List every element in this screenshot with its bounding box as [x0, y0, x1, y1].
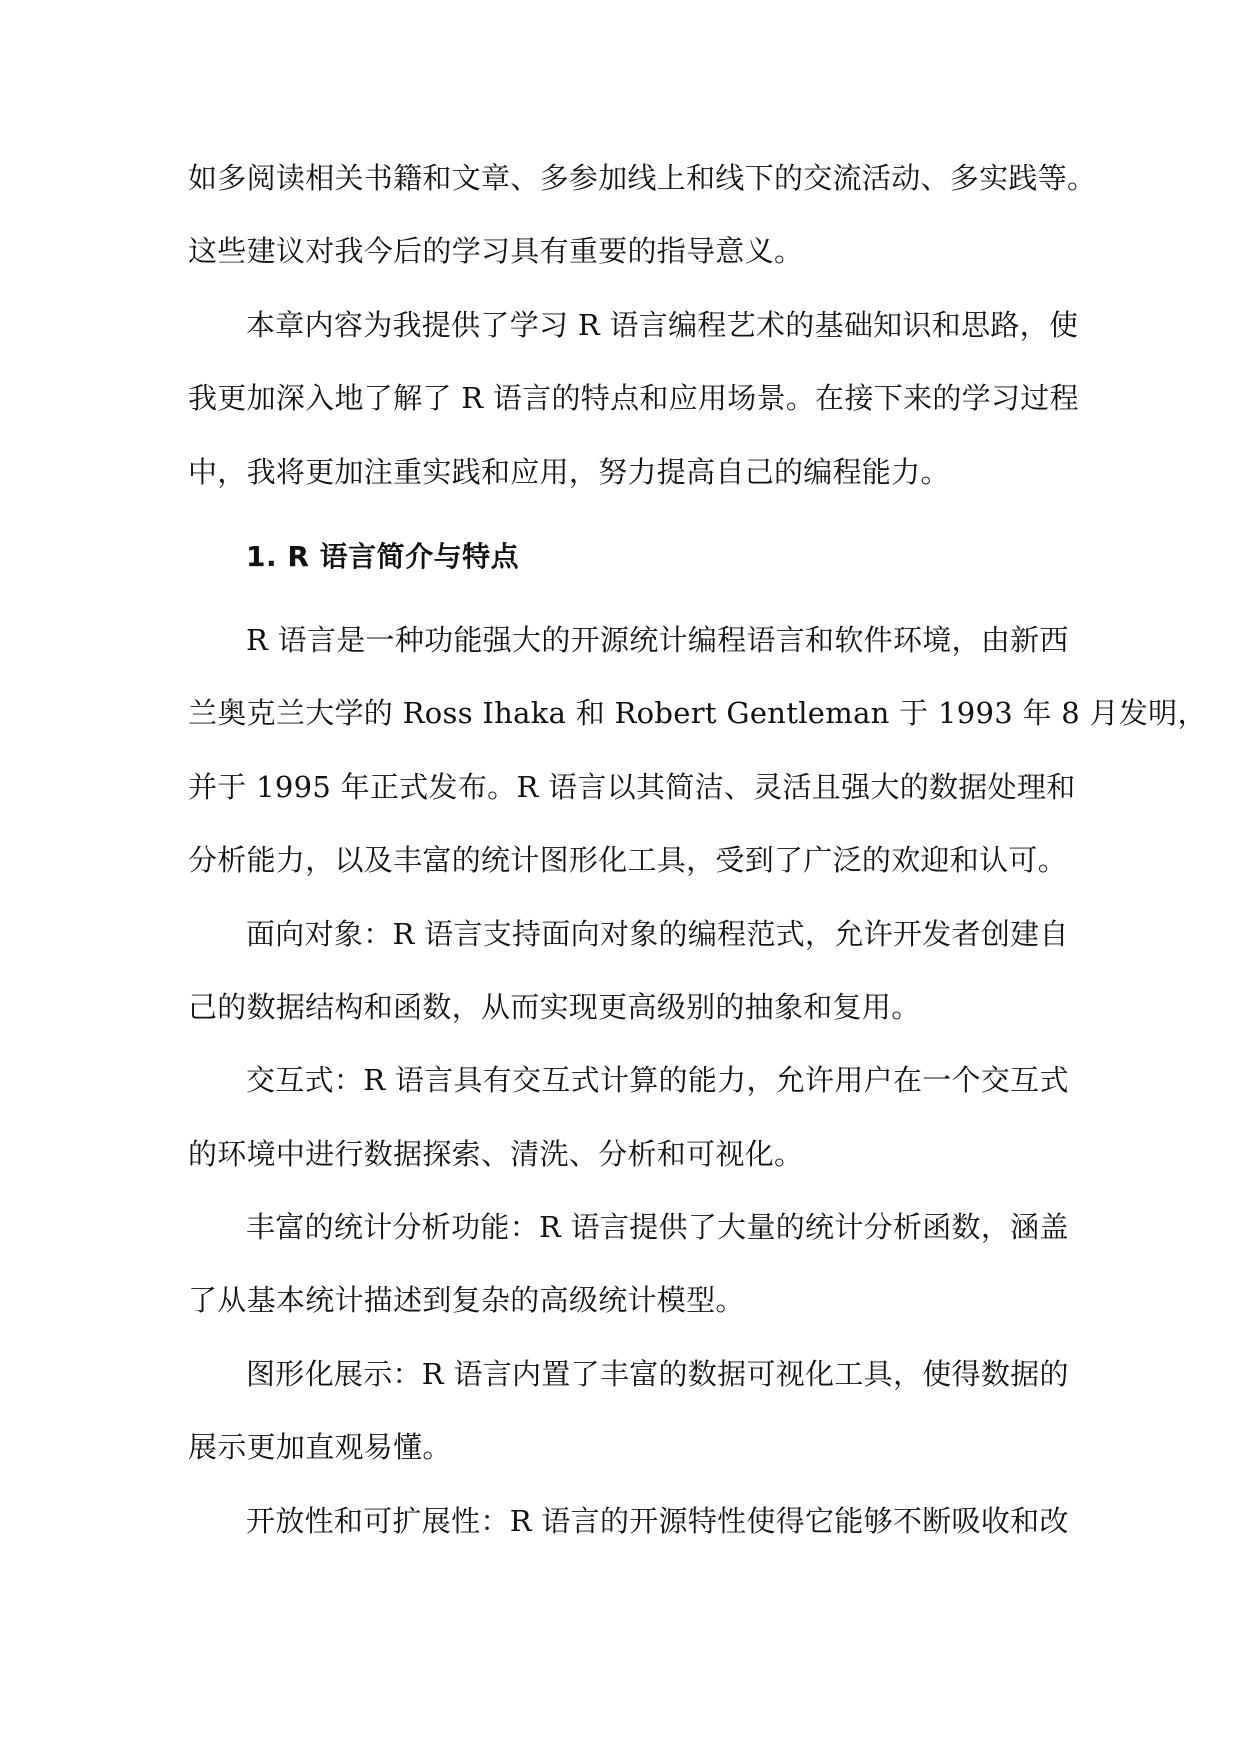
text-line: 如多阅读相关书籍和文章、多参加线上和线下的交流活动、多实践等。	[188, 161, 1097, 195]
paragraph-start-line: 开放性和可扩展性：R 语言的开源特性使得它能够不断吸收和改	[246, 1503, 1069, 1538]
text-line: 的环境中进行数据探索、清洗、分析和可视化。	[188, 1136, 804, 1171]
text-line: 兰奥克兰大学的 Ross Ihaka 和 Robert Gentleman 于 1993 年 8 月发明，	[188, 696, 1207, 731]
text-line: 己的数据结构和函数，从而实现更高级别的抽象和复用。	[188, 989, 921, 1024]
section-heading: 1. R 语言简介与特点	[246, 539, 520, 573]
paragraph-start-line: 交互式：R 语言具有交互式计算的能力，允许用户在一个交互式	[246, 1063, 1069, 1098]
text-line: 我更加深入地了解了 R 语言的特点和应用场景。在接下来的学习过程	[188, 381, 1079, 416]
paragraph-start-line: 本章内容为我提供了学习 R 语言编程艺术的基础知识和思路，使	[246, 307, 1079, 342]
paragraph-start-line: 面向对象：R 语言支持面向对象的编程范式，允许开发者创建自	[246, 916, 1069, 951]
text-line: 这些建议对我今后的学习具有重要的指导意义。	[188, 234, 804, 269]
text-line: 并于 1995 年正式发布。R 语言以其简洁、灵活且强大的数据处理和	[188, 769, 1076, 804]
paragraph-start-line: 图形化展示：R 语言内置了丰富的数据可视化工具，使得数据的	[246, 1356, 1069, 1391]
paragraph-start-line: 丰富的统计分析功能：R 语言提供了大量的统计分析函数，涵盖	[246, 1210, 1069, 1245]
text-line: 中，我将更加注重实践和应用，努力提高自己的编程能力。	[188, 454, 950, 489]
text-line: 展示更加直观易懂。	[188, 1430, 452, 1465]
text-line: 了从基本统计描述到复杂的高级统计模型。	[188, 1283, 745, 1318]
text-line: 分析能力，以及丰富的统计图形化工具，受到了广泛的欢迎和认可。	[188, 843, 1068, 878]
paragraph-start-line: R 语言是一种功能强大的开源统计编程语言和软件环境，由新西	[246, 622, 1069, 657]
document-body	[188, 142, 1207, 1558]
